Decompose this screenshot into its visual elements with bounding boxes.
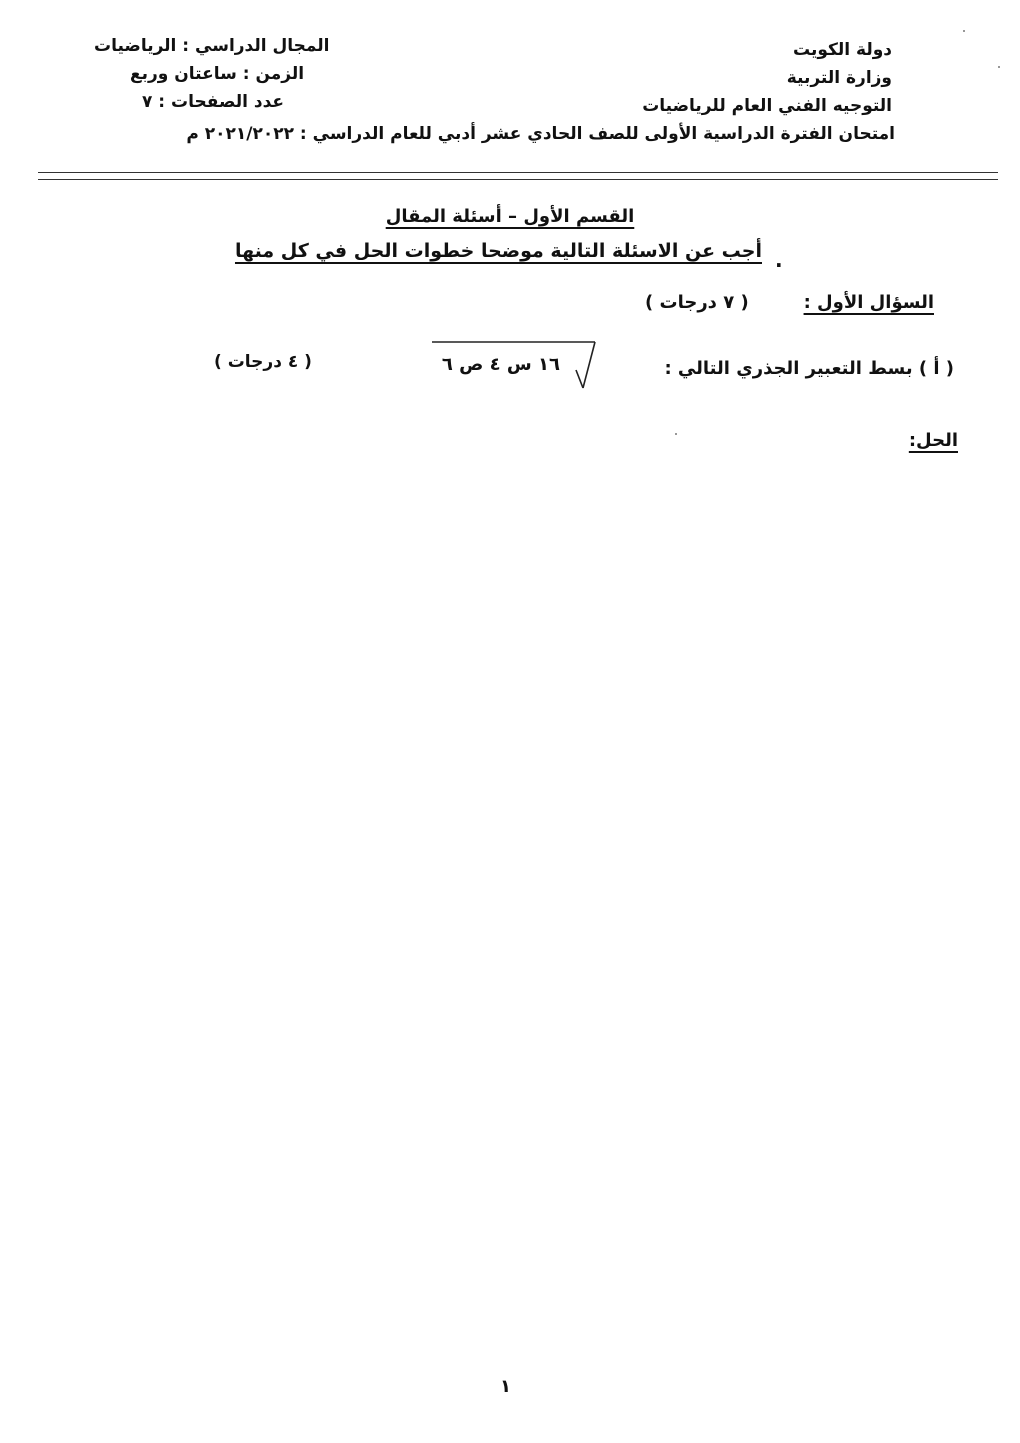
header-divider-bottom — [38, 179, 998, 180]
question-1-marks: ( ٧ درجات ) — [645, 292, 749, 313]
instruction-bullet: . — [775, 248, 783, 272]
page-number: ١ — [500, 1376, 511, 1397]
header-department: التوجيه الفني العام للرياضيات — [642, 96, 892, 116]
part-a-marks: ( ٤ درجات ) — [214, 352, 312, 372]
header-ministry: وزارة التربية — [786, 68, 892, 88]
section-instruction: أجب عن الاسئلة التالية موضحا خطوات الحل في كل منها — [234, 240, 762, 262]
scan-speck — [998, 66, 1000, 68]
header-divider-top — [38, 172, 998, 173]
scan-speck — [675, 433, 677, 435]
exam-title: امتحان الفترة الدراسية الأولى للصف الحادي عشر أدبي للعام الدراسي : ٢٠٢١/٢٠٢٢ م — [186, 124, 895, 144]
question-1-label: السؤال الأول : — [803, 292, 934, 313]
scan-speck — [963, 30, 965, 32]
radicand: ١٦ س ٤ ص ٦ — [441, 354, 560, 375]
part-a-prompt: ( أ ) بسط التعبير الجذري التالي : — [664, 358, 954, 379]
header-time: الزمن : ساعتان وربع — [130, 64, 305, 84]
header-country: دولة الكويت — [792, 40, 892, 60]
header-pages: عدد الصفحات : ٧ — [142, 92, 285, 112]
solution-label: الحل: — [908, 430, 958, 451]
header-subject: المجال الدراسي : الرياضيات — [94, 36, 330, 56]
section-title: القسم الأول – أسئلة المقال — [385, 206, 635, 227]
radical-expression — [430, 340, 620, 400]
